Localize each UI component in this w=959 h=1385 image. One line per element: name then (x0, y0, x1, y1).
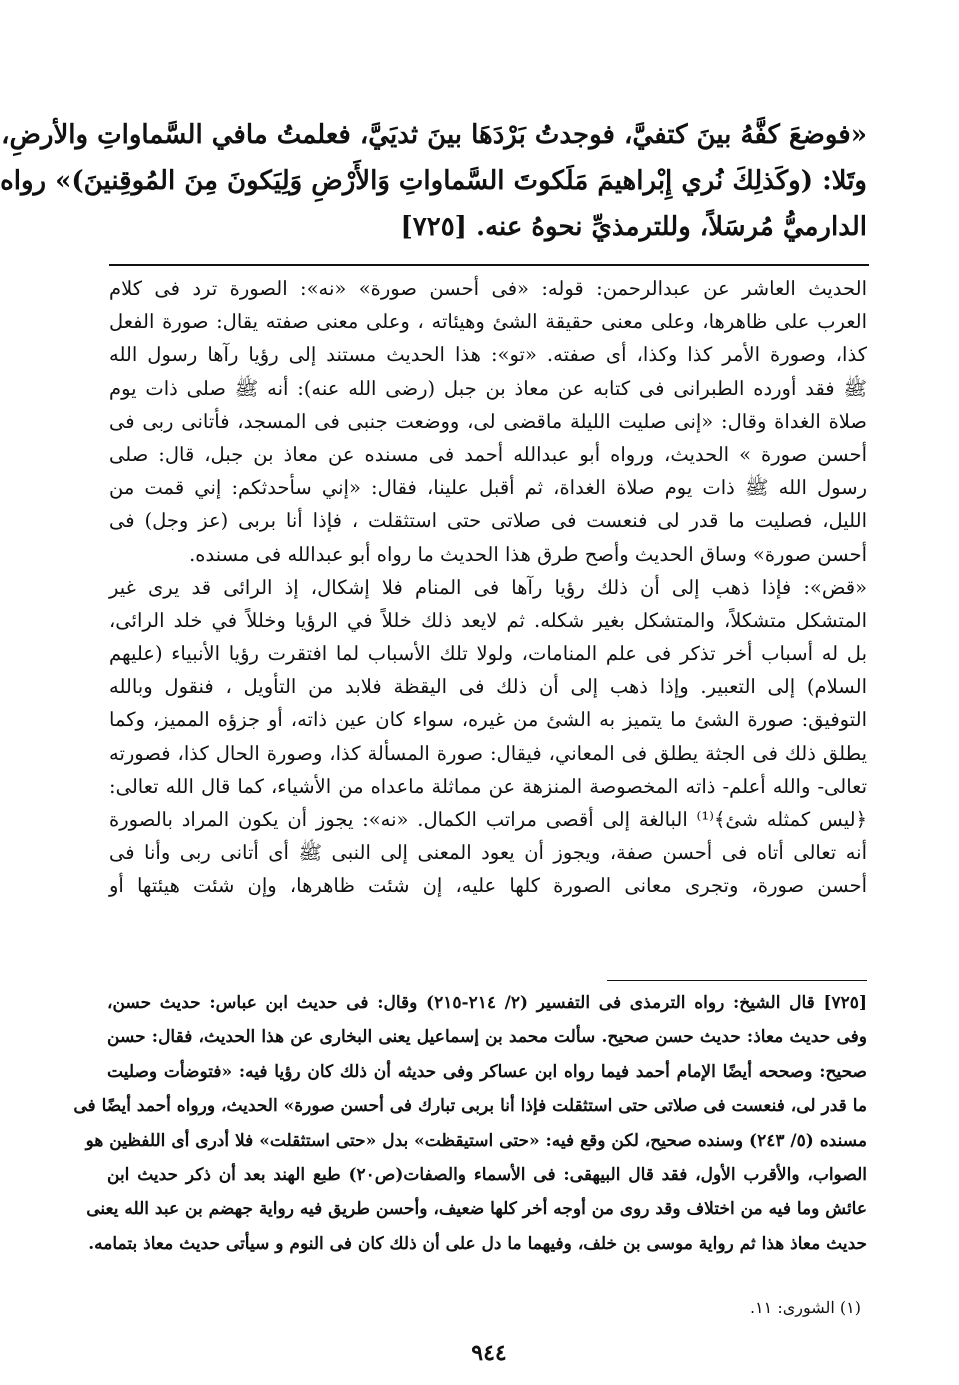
commentary-line: الليل، فصليت ما قدر لى فنعست فى صلاتى حتى استثقلت ، فإذا أنا بربى (عز وجل) فى (109, 509, 867, 533)
commentary-line: تعالى- والله أعلم- ذاته المخصوصة المنزهة عن مماثلة ماعداه من الأشياء، كما قال الله تعالى: (109, 774, 867, 798)
footnote-divider (607, 980, 867, 981)
commentary-line: أحسن صورة» وساق الحديث وأصح طرق هذا الحديث ما رواه أبو عبدالله فى مسنده. (189, 542, 867, 566)
hadith-line: الدارميُّ مُرسَلاً، وللترمذيِّ نحوهُ عنه. [٧٢٥] (400, 212, 867, 242)
commentary-line: ﴿ليس كمثله شئ﴾⁽¹⁾ البالغة إلى أقصى مراتب الكمال. «نه»: يجوز أن يكون المراد بالصورة (109, 808, 868, 831)
commentary-line: أنه تعالى أتاه فى أحسن صفة، ويجوز أن يعود المعنى إلى النبى ﷺ أى أتانى ربى وأنا فى (109, 841, 867, 865)
commentary-line: العرب على ظاهرها، وعلى معنى حقيقة الشئ وهيئاته ، وعلى معنى صفته يقال: صورة الفعل (109, 310, 867, 334)
commentary-line: أحسن صورة، وتجرى معانى الصورة كلها عليه، إن شئت ظاهرها، وإن شئت هيئتها أو (109, 874, 867, 898)
commentary-line: الحديث العاشر عن عبدالرحمن: قوله: «فى أحسن صورة» «نه»: الصورة ترد فى كلام (109, 277, 867, 300)
commentary-line: التوفيق: صورة الشئ ما يتميز به الشئ من غيره، سواء كان عين ذاته، أو جزؤه المميز، وكما (109, 708, 867, 732)
footnote-line: وفى حديث معاذ: حديث حسن صحيح. سألت محمد بن إسماعيل يعنى البخارى عن هذا الحديث، فقال: حسن (107, 1027, 867, 1048)
footnotes (73, 986, 867, 1261)
commentary-line: كذا، وصورة الأمر كذا وكذا، أى صفته. «تو»: هذا الحديث مستند إلى رؤيا رآها رسول الله (109, 343, 867, 367)
footnote-line: عائش وما فيه من اختلاف وقد روى من أوجه أخر كلها ضعيف، وأحسن طريق فيه رواية جهضم بن عبد الله يعنى (86, 1199, 867, 1220)
footnote-line: حديث معاذ هذا ثم رواية موسى بن خلف، وفيهما ما دل على أن ذلك كان فى النوم و سيأتى حديث معاذ بتمامه. (88, 1233, 867, 1254)
commentary-line: صلاة الغداة وقال: «إنى صليت الليلة ماقضى لى، ووضعت جنبى فى المسجد، فأتانى ربى فى (109, 409, 867, 433)
footnote-line: مسنده (٥/ ٢٤٣) وسنده صحيح، لكن وقع فيه: «حتى استيقظت» بدل «حتى استثقلت» فلا أدرى أى اللفظين هو (85, 1130, 867, 1151)
commentary-text (109, 272, 867, 903)
commentary-line: رسول الله ﷺ ذات يوم صلاة الغداة، ثم أقبل علينا، فقال: «إني سأحدثكم: إني قمت من (109, 476, 867, 500)
quran-reference-note: (١) الشورى: ١١. (749, 1298, 861, 1317)
commentary-line: المتشكل متشكلاً، والمتشكل بغير شكله. ثم لايعد ذلك خللاً في الرؤيا وخللاً في خلد الرائى، (109, 608, 867, 632)
commentary-line: «قض»: فإذا ذهب إلى أن ذلك رؤيا رآها فى المنام فلا إشكال، إذ الرائى قد يرى غير (109, 575, 867, 599)
hadith-text (0, 112, 867, 250)
commentary-line: بل له أسباب أخر تذكر فى علم المنامات، ولولا تلك الأسباب لما افتقرت رؤيا الأنبياء (عليهم (109, 642, 867, 666)
top-divider (109, 264, 869, 266)
footnote-line: الصواب، والأقرب الأول، فقد قال البيهقى: فى الأسماء والصفات(ص٢٠) طبع الهند بعد أن ذكر حديث ابن (107, 1164, 867, 1185)
hadith-line: وتَلا: (وكَذلِكَ نُري إِبْراهيمَ مَلَكوتَ السَّماواتِ وَالأَرْضِ وَلِيَكونَ مِنَ المُوقِنينَ)» رواه (0, 166, 867, 196)
commentary-line: أحسن صورة » الحديث، ورواه أبو عبدالله أحمد فى مسنده عن معاذ بن جبل، قال: صلى (109, 442, 867, 466)
page-number: ٩٤٤ (471, 1340, 507, 1366)
commentary-line: يطلق ذلك فى الجثة يطلق فى المعاني، فيقال: صورة المسألة كذا، وصورة الحال كذا، فصورته (109, 741, 867, 765)
hadith-line: «فوضعَ كفَّهُ بينَ كتفيَّ، فوجدتُ بَرْدَهَا بينَ ثديَيَّ، فعلمتُ مافي السَّماواتِ والأرضِ، (1, 120, 867, 150)
commentary-line: ﷺ فقد أورده الطبرانى فى كتابه عن معاذ بن جبل (رضى الله عنه): أنه ﷺ صلى ذات يوم (109, 376, 867, 400)
commentary-line: السلام) إلى التعبير. وإذا ذهب إلى أن ذلك فى اليقظة فلابد من التأويل ، فنقول وبالله (109, 675, 868, 699)
footnote-line: ما قدر لى، فنعست فى صلاتى حتى استثقلت فإذا أنا بربى تبارك فى أحسن صورة» الحديث، ورواه أحمد أيضًا فى (73, 1096, 867, 1117)
footnote-line: صحيح: وصححه أيضًا الإمام أحمد فيما رواه ابن عساكر وفى حديثه أن ذلك كان رؤيا فيه: «فتوضأت وصليت (107, 1061, 867, 1082)
footnote-line: [٧٢٥] قال الشيخ: رواه الترمذى فى التفسير (٢/ ٢١٤-٢١٥) وقال: فى حديث ابن عباس: حديث حسن، (107, 993, 867, 1013)
